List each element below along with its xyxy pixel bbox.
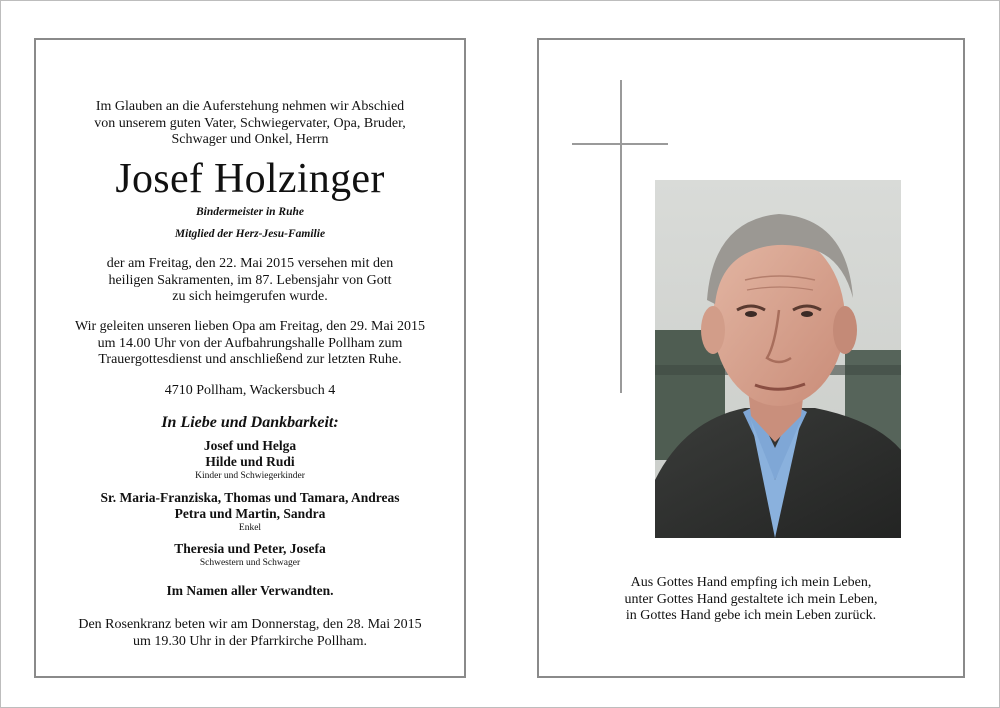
closing-line: Im Namen aller Verwandten.: [166, 583, 334, 598]
mourner-names: Petra und Martin, Sandra: [174, 506, 326, 521]
rosary-line: um 19.30 Uhr in der Pfarrkirche Pollham.: [132, 633, 368, 649]
rosary-paragraph: [36, 617, 464, 650]
mourner-names: Theresia und Peter, Josefa: [174, 541, 326, 556]
death-paragraph: [36, 256, 464, 306]
intro-paragraph: [36, 99, 464, 149]
occupation: Bindermeister in Ruhe: [196, 206, 304, 218]
mourner-relation: Schwestern und Schwager: [199, 558, 301, 568]
funeral-line: um 14.00 Uhr von der Aufbahrungshalle Pollham zum: [97, 335, 403, 351]
death-line: heiligen Sakramenten, im 87. Lebensjahr von Gott: [108, 272, 392, 288]
mourner-relation: Enkel: [238, 523, 262, 533]
mourner-group-siblings: [36, 541, 464, 569]
mourner-names: Josef und Helga: [203, 438, 297, 453]
cross-icon-bar: [572, 143, 668, 145]
address: 4710 Pollham, Wackersbuch 4: [164, 383, 336, 398]
quote-line: Aus Gottes Hand empfing ich mein Leben,: [630, 575, 872, 590]
quote-line: in Gottes Hand gebe ich mein Leben zurück.: [625, 608, 877, 623]
funeral-line: Trauergottesdienst und anschließend zur letzten Ruhe.: [98, 352, 402, 367]
membership: Mitglied der Herz-Jesu-Familie: [174, 228, 326, 240]
death-line: zu sich heimgerufen wurde.: [172, 289, 328, 304]
deceased-name: Josef Holzinger: [115, 156, 385, 202]
cross-icon: [620, 80, 622, 393]
funeral-line: Wir geleiten unseren lieben Opa am Freitag, den 29. Mai 2015: [74, 319, 426, 334]
mourner-group-grandchildren: [36, 490, 464, 534]
intro-line: von unserem guten Vater, Schwiegervater, Opa, Bruder,: [94, 115, 406, 131]
photo-panel: [537, 38, 965, 678]
intro-line: Im Glauben an die Auferstehung nehmen wir Abschied: [95, 99, 405, 114]
love-heading: In Liebe und Dankbarkeit:: [161, 414, 339, 431]
mourner-relation: Kinder und Schwiegerkinder: [195, 471, 305, 481]
mourner-names: Hilde und Rudi: [205, 454, 295, 469]
death-line: der am Freitag, den 22. Mai 2015 versehen mit den: [106, 256, 394, 271]
portrait-photo: [655, 180, 901, 538]
quote-line: unter Gottes Hand gestaltete ich mein Leben,: [624, 591, 878, 607]
funeral-paragraph: [36, 319, 464, 369]
rosary-line: Den Rosenkranz beten wir am Donnerstag, den 28. Mai 2015: [78, 617, 422, 632]
obituary-text-panel: [34, 38, 466, 678]
mourner-names: Sr. Maria-Franziska, Thomas und Tamara, Andreas: [100, 490, 400, 505]
intro-line: Schwager und Onkel, Herrn: [171, 132, 329, 147]
quote-paragraph: [539, 575, 963, 625]
mourner-group-children: [36, 438, 464, 482]
